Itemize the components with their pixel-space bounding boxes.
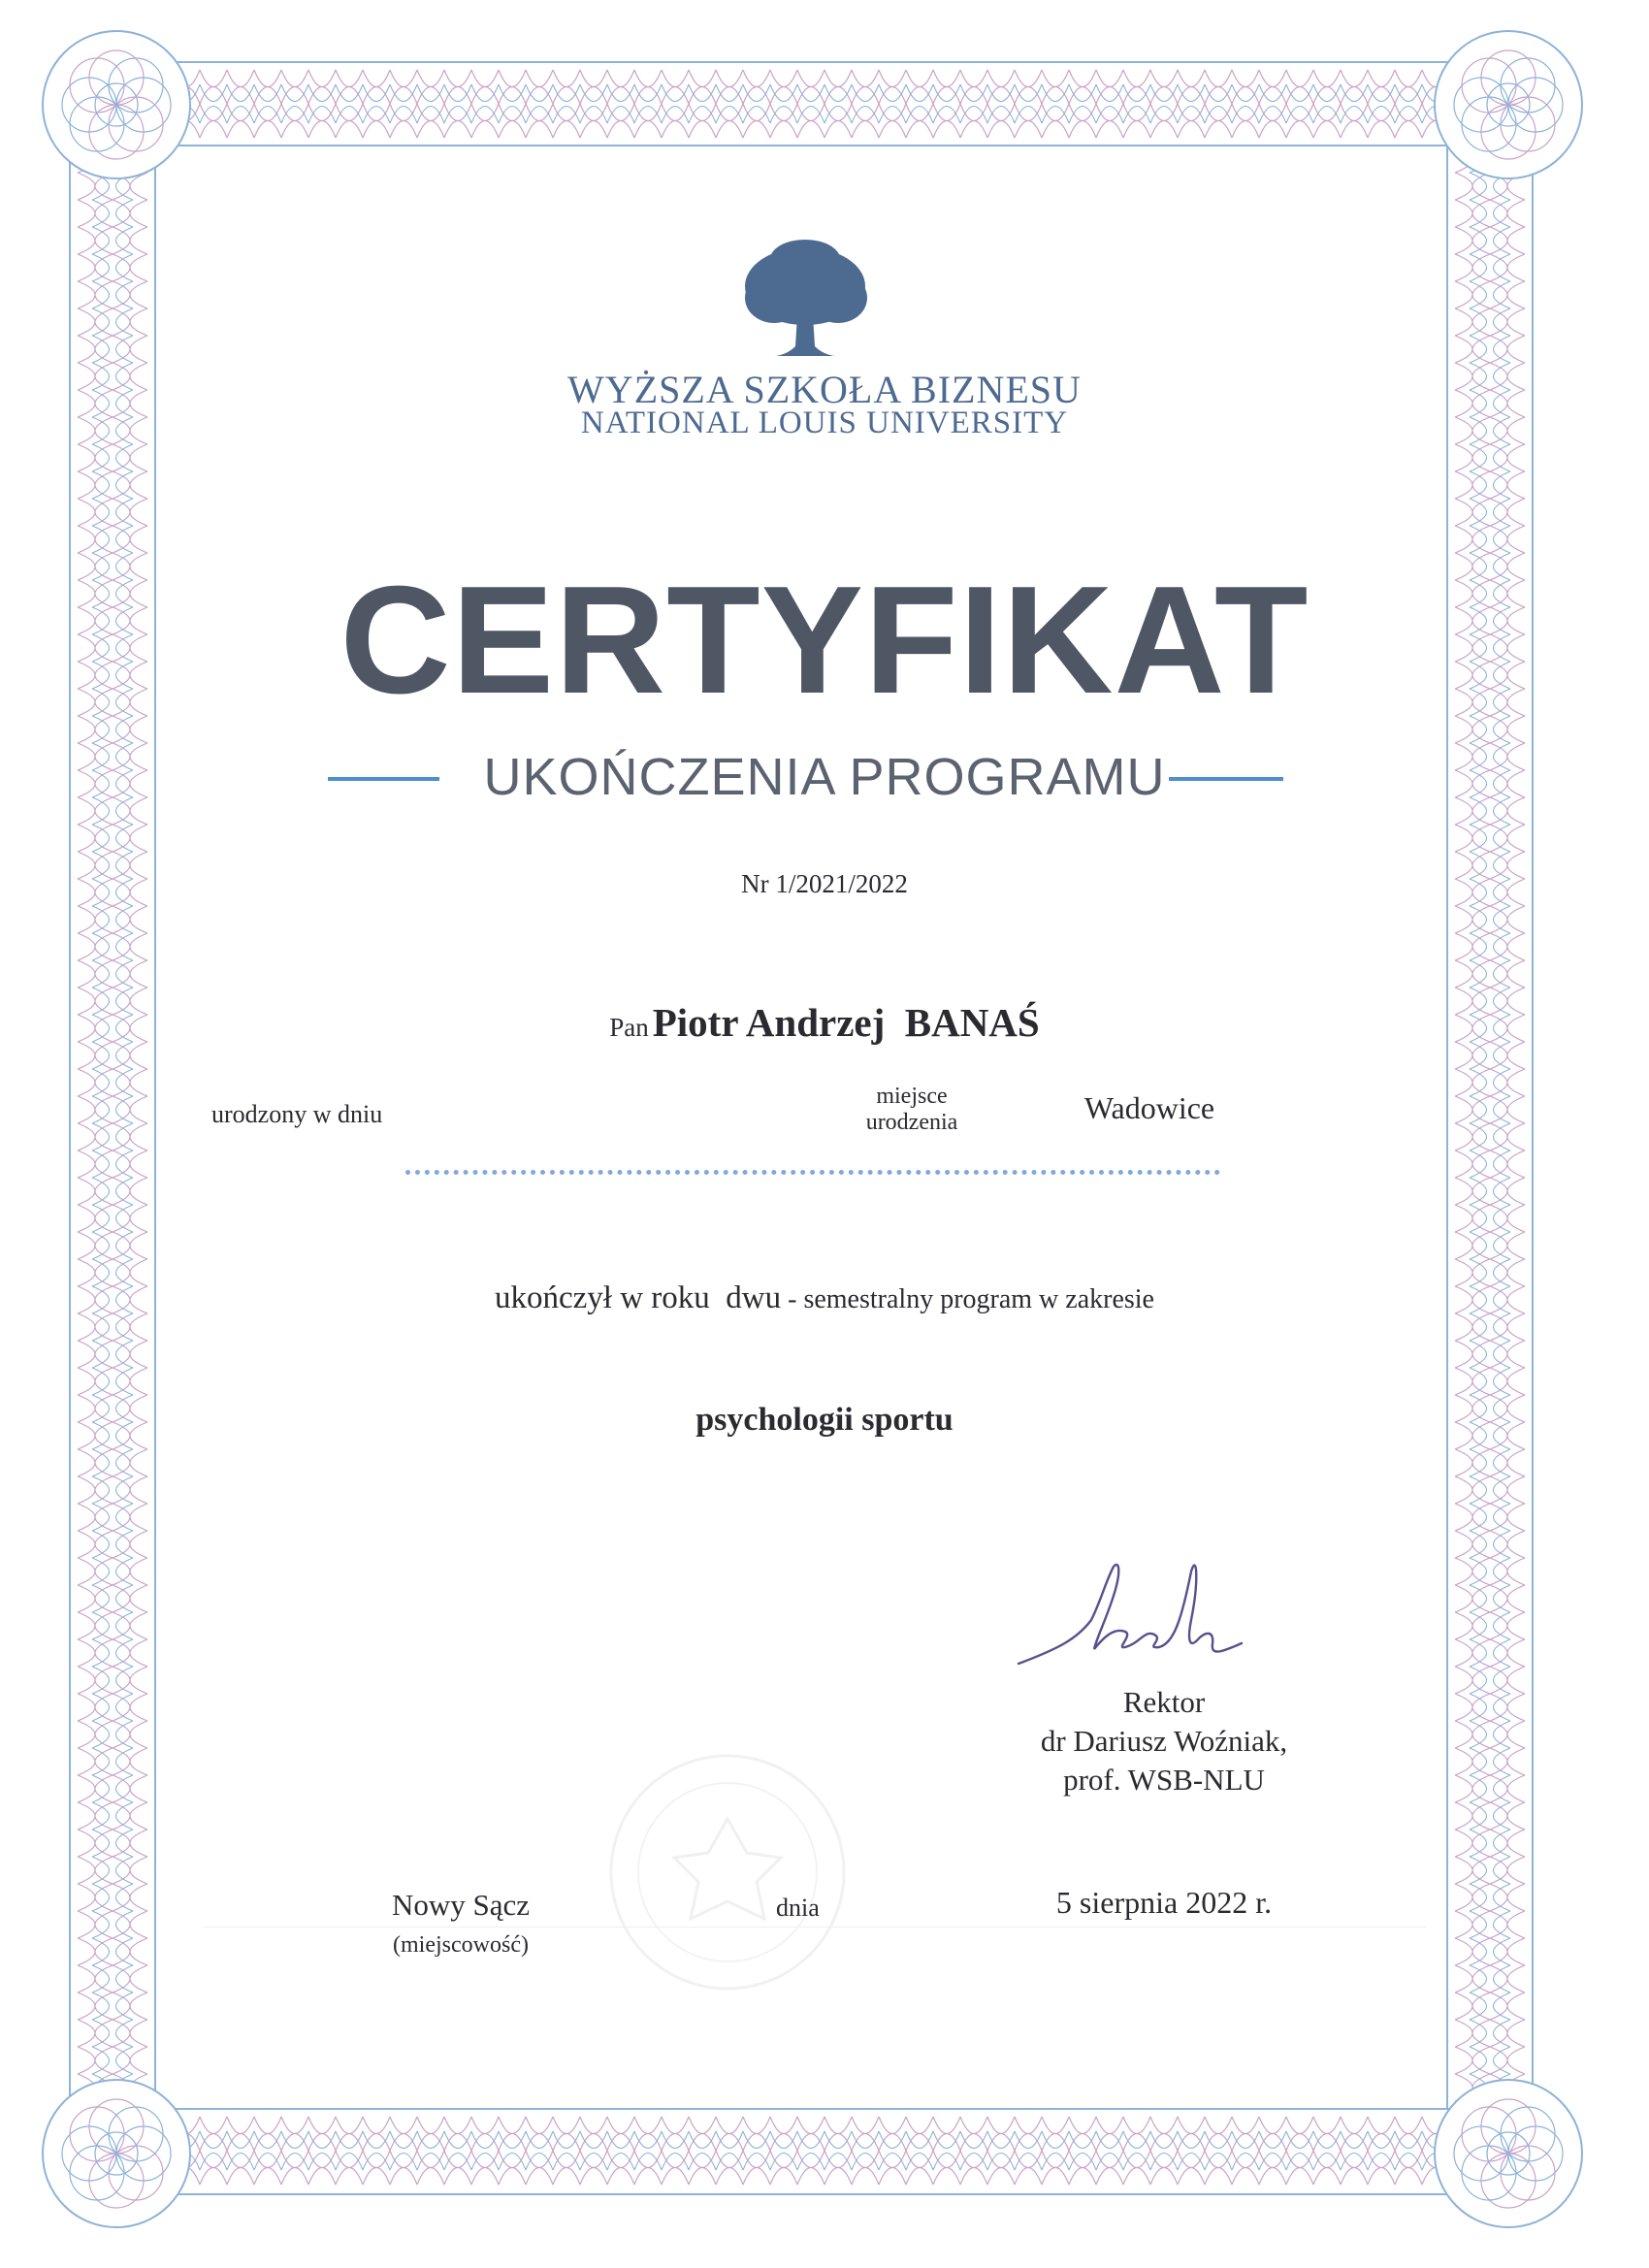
corner-rosette-icon [39, 2076, 194, 2231]
certificate-number: Nr 1/2021/2022 [741, 869, 908, 898]
certificate-title: CERTYFIKAT [340, 555, 1310, 726]
dotted-separator [405, 1170, 1220, 1175]
issue-date: 5 sierpnia 2022 r. [1055, 1885, 1273, 1920]
signatory-title: prof. WSB-NLU [1063, 1763, 1265, 1797]
rector-signature [999, 1542, 1251, 1688]
guilloche-border-left [68, 146, 157, 2110]
completion-text-part2: - semestralny program w zakresie [781, 1284, 1154, 1314]
program-field: psychologii sportu [695, 1402, 954, 1438]
guilloche-border-top [146, 60, 1504, 147]
certificate-subtitle: UKOŃCZENIA PROGRAMU [483, 748, 1166, 806]
tree-logo-icon [737, 238, 873, 364]
birthplace-label-line2: urodzenia [865, 1110, 958, 1135]
institution-name: WYŻSZA SZKOŁA BIZNESU [567, 368, 1082, 411]
guilloche-border-right [1445, 146, 1535, 2110]
completion-text-part1: ukończył w roku dwu [495, 1280, 782, 1315]
birthplace-label [834, 1084, 989, 1136]
guilloche-border-bottom [146, 2107, 1504, 2196]
embossed-seal-icon [601, 1746, 854, 1998]
corner-rosette-icon [1431, 2076, 1586, 2231]
place-date-baseline [204, 1927, 1426, 1928]
signatory-block [970, 1683, 1358, 1799]
issue-place-label: (miejscowość) [393, 1932, 529, 1958]
signatory-role: Rektor [1122, 1685, 1206, 1719]
corner-rosette-icon [39, 27, 194, 182]
recipient-name: Piotr Andrzej BANAŚ [652, 1000, 1040, 1045]
issue-date-label: dnia [776, 1894, 820, 1922]
recipient-salutation: Pan [609, 1013, 649, 1042]
birth-date-label: urodzony w dniu [211, 1100, 383, 1128]
birth-date-redacted [524, 1094, 815, 1131]
institution-name-english: NATIONAL LOUIS UNIVERSITY [580, 405, 1069, 440]
recipient-line [369, 999, 1280, 1046]
divider-right [1169, 777, 1283, 781]
corner-rosette-icon [1431, 27, 1586, 182]
completion-statement [272, 1280, 1377, 1316]
issue-place: Nowy Sącz [391, 1888, 531, 1922]
divider-left [328, 777, 439, 781]
signatory-name: dr Dariusz Woźniak, [1040, 1724, 1288, 1758]
birthplace-label-line1: miejsce [876, 1084, 948, 1109]
birthplace-value: Wadowice [1083, 1090, 1215, 1125]
